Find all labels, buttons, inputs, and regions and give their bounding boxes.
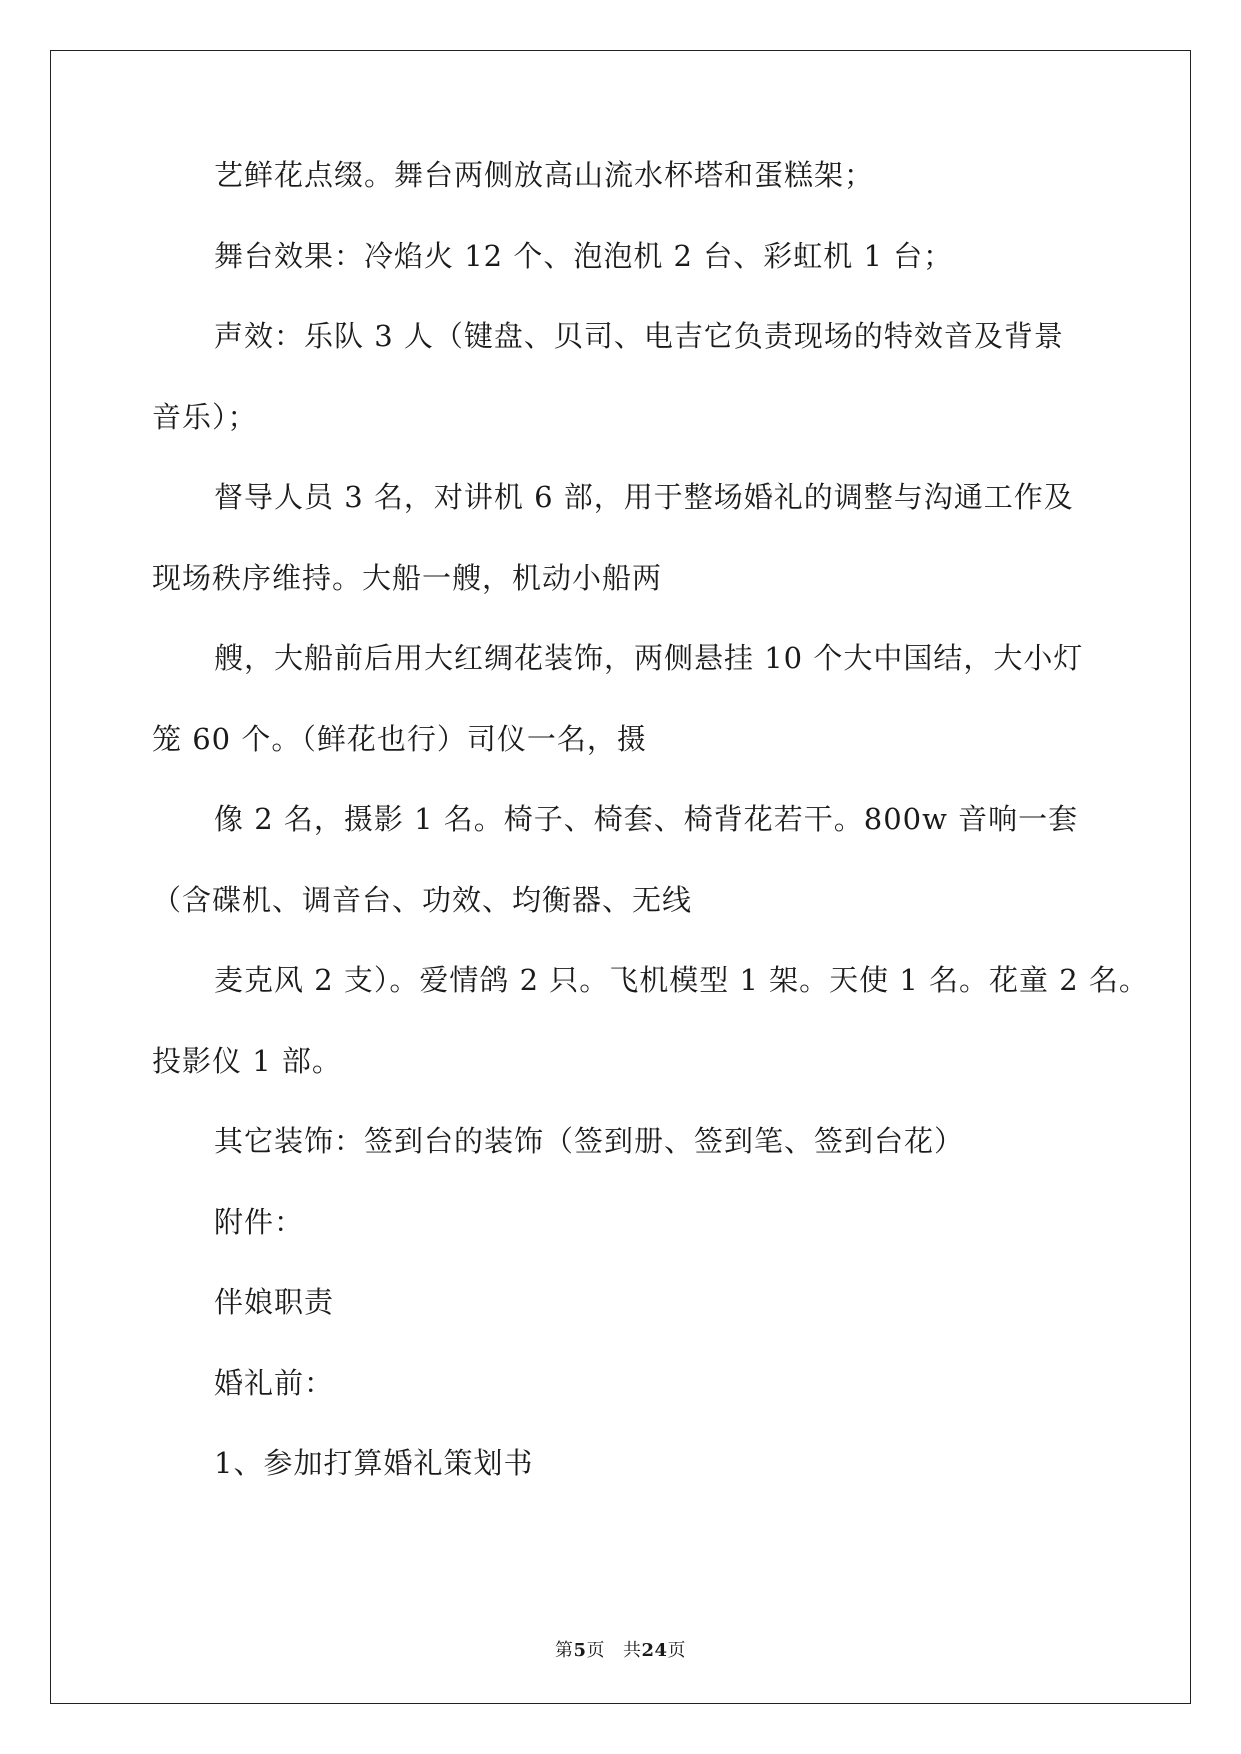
- page-footer: [0, 1640, 1241, 1662]
- page-suffix: 页: [586, 1640, 605, 1661]
- paragraph-line: 1、参加打算婚礼策划书: [214, 1446, 534, 1480]
- paragraph-line: 附件：: [214, 1205, 305, 1239]
- paragraph-line: 现场秩序维持。大船一艘，机动小船两: [152, 561, 663, 595]
- paragraph-line: 音乐）；: [152, 400, 258, 434]
- page-prefix: 第: [554, 1640, 574, 1661]
- paragraph-line: 其它装饰：签到台的装饰（签到册、签到笔、签到台花）: [214, 1124, 965, 1158]
- total-prefix: 共: [622, 1640, 642, 1661]
- paragraph-line: 投影仪 1 部。: [152, 1044, 342, 1078]
- paragraph-line: 笼 60 个。（鲜花也行）司仪一名，摄: [152, 722, 647, 756]
- total-suffix: 页: [667, 1640, 687, 1661]
- total-pages: 24: [641, 1640, 668, 1661]
- paragraph-line: 像 2 名，摄影 1 名。椅子、椅套、椅背花若干。800w 音响一套: [214, 802, 1079, 836]
- paragraph-line: 艘，大船前后用大红绸花装饰，两侧悬挂 10 个大中国结，大小灯: [214, 641, 1084, 675]
- paragraph-line: 声效：乐队 3 人（键盘、贝司、电吉它负责现场的特效音及背景: [214, 319, 1064, 353]
- paragraph-line: （含碟机、调音台、功效、均衡器、无线: [152, 883, 693, 917]
- paragraph-line: 婚礼前：: [214, 1366, 335, 1400]
- page-number: 5: [573, 1640, 587, 1661]
- paragraph-line: 伴娘职责: [214, 1285, 335, 1319]
- paragraph-line: 督导人员 3 名，对讲机 6 部，用于整场婚礼的调整与沟通工作及: [214, 480, 1074, 514]
- paragraph-line: 麦克风 2 支）。爱情鸽 2 只。飞机模型 1 架。天使 1 名。花童 2 名。: [214, 963, 1149, 997]
- paragraph-line: 舞台效果：冷焰火 12 个、泡泡机 2 台、彩虹机 1 台；: [214, 239, 954, 273]
- paragraph-line: 艺鲜花点缀。舞台两侧放高山流水杯塔和蛋糕架；: [214, 158, 875, 192]
